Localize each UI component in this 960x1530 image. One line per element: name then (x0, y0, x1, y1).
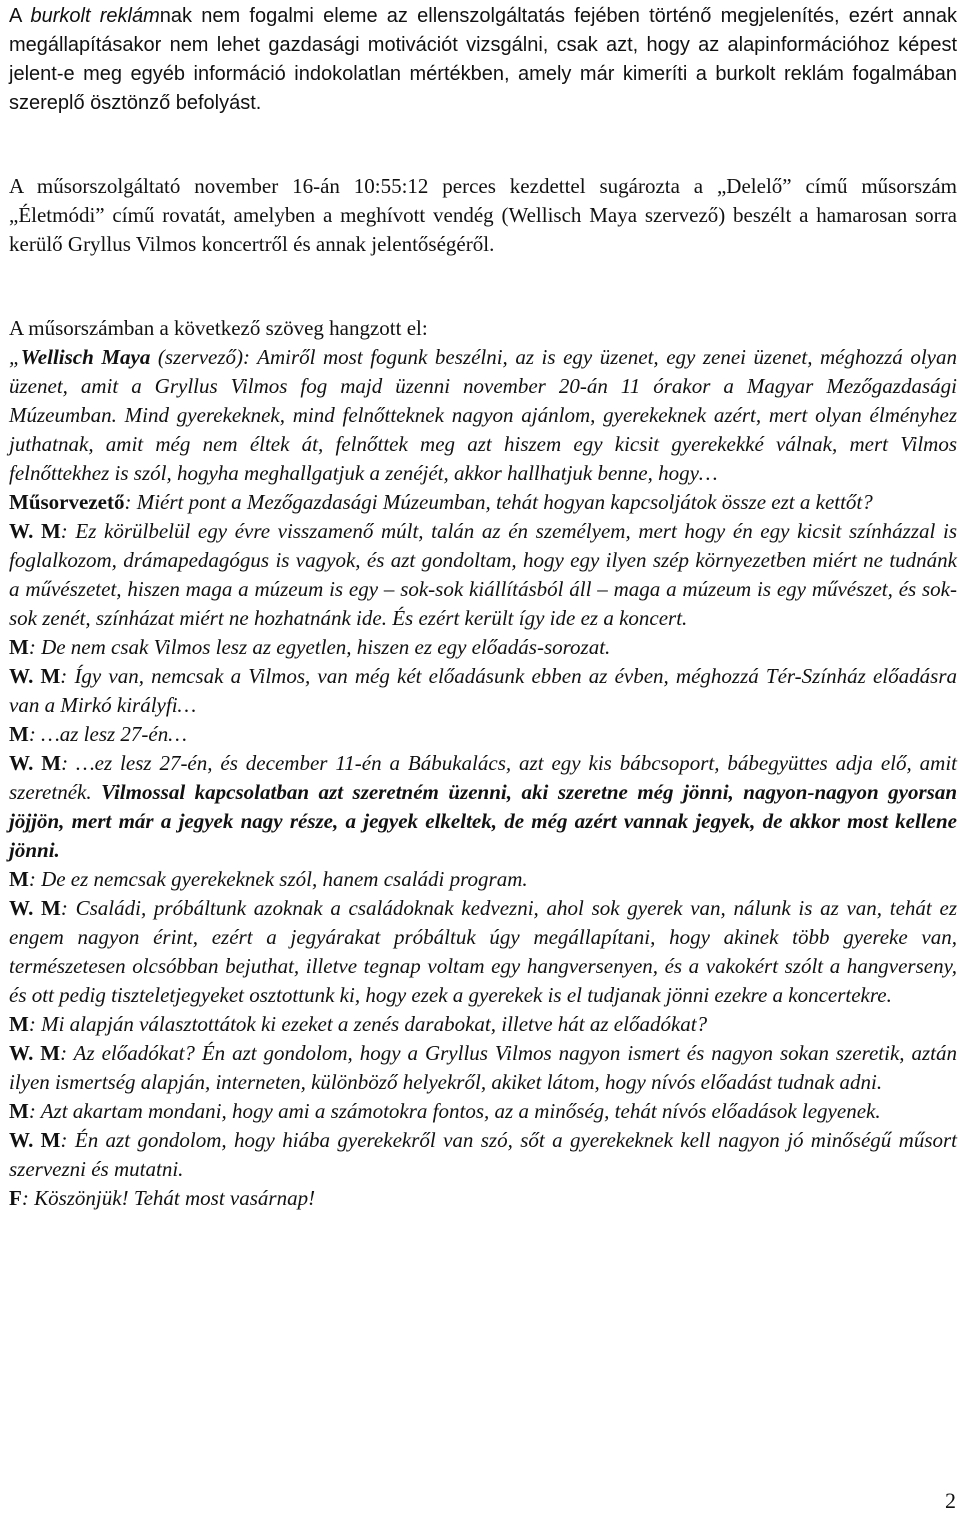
dialogue-text: : De ez nemcsak gyerekeknek szól, hanem családi program. (28, 867, 528, 891)
dialogue-line (9, 517, 957, 633)
dialogue-line (9, 1097, 957, 1126)
open-quote: „ (9, 345, 21, 369)
dialogue-line (9, 749, 957, 865)
dialogue-line (9, 343, 957, 488)
speaker-name: W. M (9, 896, 61, 920)
speaker-name: W. M (9, 664, 61, 688)
speaker-name: M (9, 867, 29, 891)
speaker-name: M (9, 722, 29, 746)
text: A (9, 5, 31, 27)
speaker-name: Wellisch Maya (20, 345, 151, 369)
transcript-intro: A műsorszámban a következő szöveg hangzott el: (9, 316, 428, 340)
dialogue-line (9, 1126, 957, 1184)
dialogue-text: : Mi alapján választottátok ki ezeket a zenés darabokat, illetve hát az előadókat? (28, 1012, 708, 1036)
dialogue-text: : Köszönjük! Tehát most vasárnap! (21, 1186, 316, 1210)
speaker-name: W. M (9, 519, 61, 543)
dialogue-line (9, 1039, 957, 1097)
dialogue-line (9, 865, 957, 894)
text: nak nem fogalmi eleme az ellenszolgáltatás fejében történő megjelenítés, ezért annak megállapításakor nem lehet gazdasági motivációt vizsgálni, csak azt, hogy az alapinformációhoz képest jelent-e meg egyéb információ indokolatlan mértékben, amely már kimeríti a burkolt reklám fogalmában szereplő ösztönző befolyást. (9, 5, 957, 114)
emphasis: burkolt reklám (30, 5, 160, 27)
dialogue-line (9, 488, 957, 517)
dialogue-text: : Az előadókat? Én azt gondolom, hogy a Gryllus Vilmos nagyon ismert és nagyon sokan szeretik, aztán ilyen ismertség alapján, interneten, különböző helyekről, akiket látom, hogy nívós előadást tudnak adni. (9, 1041, 957, 1094)
dialogue-text: : …az lesz 27-én… (28, 722, 187, 746)
dialogue-line (9, 662, 957, 720)
dialogue-text: : Azt akartam mondani, hogy ami a számotokra fontos, az a minőség, tehát nívós előadások legyenek. (28, 1099, 881, 1123)
page-number: 2 (945, 1488, 956, 1513)
dialogue-text: : …ez lesz 27-én, és december 11-én a Bábukalács, azt egy kis bábcsoport, bábegyüttes adja elő, amit szeretnék. (9, 751, 957, 804)
speaker-name: F (9, 1186, 22, 1210)
speaker-name: W. M (9, 1128, 61, 1152)
speaker-name: W. M (9, 751, 62, 775)
speaker-name: M (9, 635, 29, 659)
dialogue-line (9, 1184, 957, 1213)
transcript (9, 314, 957, 1213)
dialogue-line (9, 633, 957, 662)
dialogue-text: : Miért pont a Mezőgazdasági Múzeumban, tehát hogyan kapcsoljátok össze ezt a kettőt? (124, 490, 873, 514)
speaker-name: M (9, 1099, 29, 1123)
dialogue-line (9, 1010, 957, 1039)
dialogue-emphasis: Vilmossal kapcsolatban azt szeretném üzenni, aki szeretne még jönni, nagyon-nagyon gyorsan jöjjön, mert már a jegyek nagy része, a jegyek elkeltek, de még azért vannak jegyek, de akkor most kellene jönni. (9, 780, 958, 862)
dialogue-text: : De nem csak Vilmos lesz az egyetlen, hiszen ez egy előadás-sorozat. (28, 635, 611, 659)
speaker-name: W. M (9, 1041, 61, 1065)
dialogue-line (9, 894, 957, 1010)
dialogue-text: : Én azt gondolom, hogy hiába gyerekekről van szó, sőt a gyerekeknek kell nagyon jó minőségű műsort szervezni és mutatni. (9, 1128, 957, 1181)
paragraph-burkolt-reklam (9, 2, 957, 118)
speaker-name: M (9, 1012, 29, 1036)
paragraph-broadcast-info: A műsorszolgáltató november 16-án 10:55:12 perces kezdettel sugározta a „Delelő” című műsorszám „Életmódi” című rovatát, amelyben a meghívott vendég (Wellisch Maya szervező) beszélt a hamarosan sorra kerülő Gryllus Vilmos koncertről és annak jelentőségéről. (9, 174, 957, 256)
dialogue-text: : Így van, nemcsak a Vilmos, van még két előadásunk ebben az évben, méghozzá Tér-Színház előadásra van a Mirkó királyfi… (9, 664, 957, 717)
dialogue-text: (szervező): Amiről most fogunk beszélni, az is egy üzenet, egy zenei üzenet, méghozzá olyan üzenet, amit a Gryllus Vilmos fog majd üzenni november 20-án 11 órakor a Magyar Mezőgazdasági Múzeumban. Mind gyerekeknek, mind felnőtteknek nagyon ajánlom, gyerekeknek azért, mert olyan élményhez juthatnak, amit még nem éltek át, felnőttek meg azt hiszem egy kicsit gyerekekké válnak, mert Vilmos felnőttekhez is szól, hogyha meghallgatjuk a zenéjét, akkor hallhatjuk benne, hogy… (9, 345, 957, 485)
dialogue-text: : Ez körülbelül egy évre visszamenő múlt, talán az én személyem, mert hogy én egy kicsit színházzal is foglalkozom, drámapedagógus is vagyok, és azt gondoltam, hogy egy ilyen szép környezetben miért ne tudnánk a művészetet, hiszen maga a múzeum is egy – sok-sok kiállításból áll – maga a múzeum is egy művészet, és sok-sok zenét, színházat miért ne hozhatnánk ide. És ezért került így ide ez a koncert. (9, 519, 957, 630)
speaker-name: Műsorvezető (9, 490, 125, 514)
dialogue-text: : Családi, próbáltunk azoknak a családoknak kedvezni, ahol sok gyerek van, nálunk is az van, tehát ez engem nagyon érint, ezért a jegyárakat próbáltuk úgy megállapítani, hogy akinek több gyereke van, természetesen olcsóbban bejuthat, illetve tegnap voltam egy hangversenyen, és a vakokért szólt a hangverseny, és ott pedig tiszteletjegyeket osztottunk ki, hogy ezek a gyerekek is el tudjanak jönni ezekre a koncertekre. (9, 896, 957, 1007)
dialogue-line (9, 720, 957, 749)
